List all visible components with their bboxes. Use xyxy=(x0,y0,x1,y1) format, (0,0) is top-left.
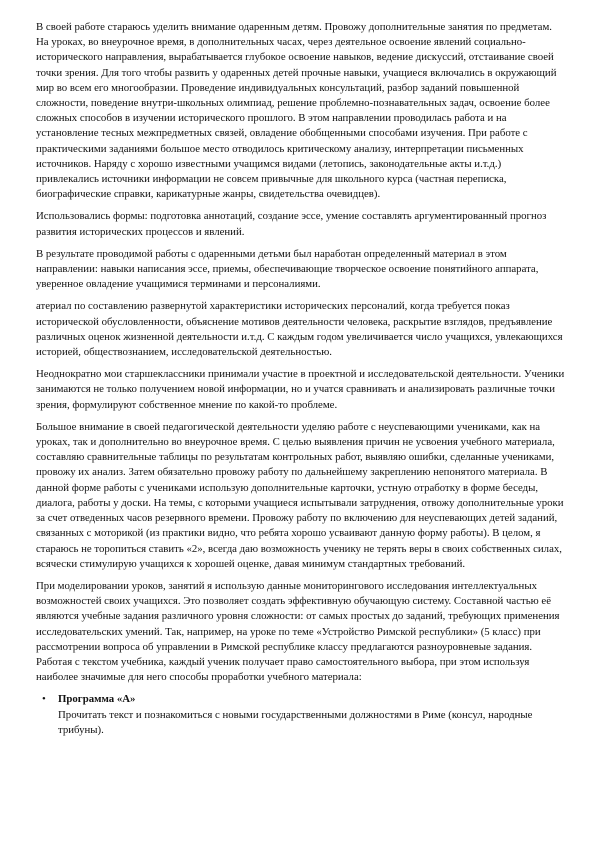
bullet-marker: • xyxy=(42,693,46,706)
list-item xyxy=(38,692,566,738)
paragraph-lesson-modeling: При моделировании уроков, занятий я использую данные мониторингового исследования интеллектуальных возможностей своих учащихся. Это позволяет создать эффективную обучающую систему. Составной частью её являются учебные задания различного уровня сложности: от самых простых до заданий, требующих применения исследовательских умений. Так, например, на уроке по теме «Устройство Римской республики» (5 класс) при рассмотрении вопроса об управлении в Римской республике классу предлагаются разноуровневые задания. Работая с текстом учебника, каждый ученик получает право самостоятельного выбора, при этом используя наиболее значимые для него способы проработки учебного материала: xyxy=(36,579,560,684)
paragraph-underachievers: Большое внимание в своей педагогической деятельности уделяю работе с неуспевающими учениками, как на уроках, так и дополнительно во внеурочное время. С целью выявления причин не усвоения учебного материала, составляю сравнительные таблицы по результатам контрольных работ, выявляю ошибки, сделанные учениками, провожу их анализ. Затем обязательно провожу работу по дальнейшему закреплению непонятого материала. В данной форме работы с учениками использую дополнительные карточки, устную отработку в форме беседы, диалога, работы у доски. На темы, с которыми учащиеся испытывали затруднения, отвожу дополнительные уроки за счет отведенных часов резервного времени. Провожу работу по включению для неуспевающих детей заданий, связанных с моторикой (из практики видно, что ребята хорошо усваивают данную форму работы). В целом, я стараюсь не торопиться ставить «2», всегда даю возможность ученику не терять веры в своих собственных силах, всячески стимулирую учащихся к хорошей оценке, давая минимум стандартных требований. xyxy=(36,420,564,570)
paragraph-forms-used: Использовались формы: подготовка аннотаций, создание эссе, умение составлять аргументированный прогноз развития исторических процессов и явлений. xyxy=(36,210,547,238)
program-list xyxy=(36,692,566,738)
program-title: Программа «А» xyxy=(58,693,136,706)
document-page xyxy=(36,20,566,738)
paragraph-project-activity: Неоднократно мои старшеклассники принимали участие в проектной и исследовательской деятельности. Ученики занимаются не только получением новой информации, но и учатся сравнивать и анализировать различные точки зрения, формулируют собственное мнение по какой-то проблеме. xyxy=(36,368,565,411)
paragraph-results: В результате проводимой работы с одаренными детьми был наработан определенный материал в этом направлении: навыки написания эссе, приемы, обеспечивающие творческое освоение понятийного аппарата, уверенное овладение учащимися терминами и персоналиями. xyxy=(36,247,539,291)
paragraph-personalities: атериал по составлению развернутой характеристики исторических персоналий, когда требуется показ исторической обусловленности, объяснение мотивов деятельности человека, раскрытие взглядов, предъявление различных оценок жизненной деятельности и.т.д. С каждым годом увеличивается число учащихся, увлекающихся историей, обществознанием, исследовательской деятельностью. xyxy=(36,300,563,359)
paragraph-gifted-children: В своей работе стараюсь уделить внимание одаренным детям. Провожу дополнительные занятия по предметам. На уроках, во внеурочное время, в дополнительных часах, через деятельное освоение явлений социально-исторического направления, вырабатывается глубокое освоение навыков, ведение дискуссий, отстаивание своей точки зрения. Для того чтобы развить у одаренных детей прочные навыки, учащиеся включались в окружающий мир во всем его многообразии. Проведение индивидуальных консультаций, разбор заданий повышенной сложности, поведение внутри-школьных олимпиад, решение проблемно-познавательных задач, освоение более сложных способов в изучении исторического прошлого. В этом направлении проводилась работа и на установление тесных межпредметных связей, овладение обобщенными способами изучения. При работе с практическими заданиями большое место отводилось критическому анализу, интерпретации письменных источников. Наряду с хорошо известными учащимся видами (летопись, законодательные акты и.т.д.) привлекались источники информации не совсем привычные для школьного курса (частная переписка, биографические справки, карикатурные жанры, свидетельства очевидцев). xyxy=(36,21,557,201)
program-description: Прочитать текст и познакомиться с новыми государственными должностями в Риме (консул, народные трибуны). xyxy=(58,708,533,736)
